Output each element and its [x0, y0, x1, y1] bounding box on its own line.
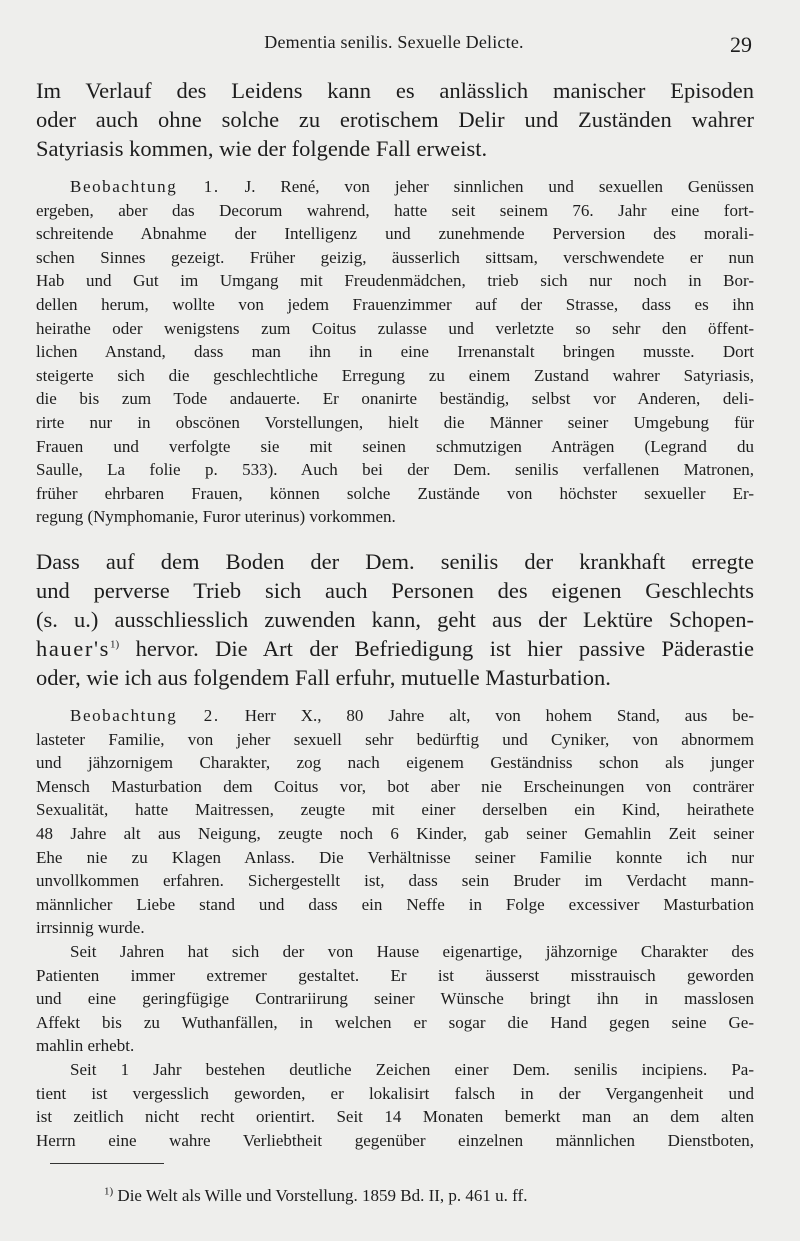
page-number: 29: [730, 32, 752, 57]
text-line: männlicher Liebe stand und dass ein Neffe in Folge excessiver Masturbation: [36, 894, 754, 914]
running-title: Dementia senilis. Sexuelle Delicte.: [264, 32, 524, 52]
text-line: Mensch Masturbation dem Coitus vor, bot aber nie Erscheinungen von conträrer: [36, 776, 754, 796]
text-line: tient ist vergesslich geworden, er lokalisirt falsch in der Vergangenheit und: [36, 1083, 754, 1103]
text-line: 48 Jahre alt aus Neigung, zeugte noch 6 Kinder, gab seiner Gemahlin Zeit seiner: [36, 823, 754, 843]
text-line: Seit 1 Jahr bestehen deutliche Zeichen einer Dem. senilis incipiens. Pa-: [70, 1059, 754, 1079]
text-line: (s. u.) ausschliesslich zuwenden kann, geht aus der Lektüre Schopen-: [36, 607, 754, 632]
footnote-text: Die Welt als Wille und Vorstellung. 1859 Bd. II, p. 461 u. ff.: [117, 1186, 528, 1205]
text-line: ist zeitlich nicht recht orientirt. Seit 14 Monaten bemerkt man an dem alten: [36, 1107, 754, 1127]
text-line: Frauen und verfolgte sie mit seinen schmutzigen Anträgen (Legrand du: [36, 436, 754, 456]
text-line: Sexualität, hatte Maitressen, zeugte mit einer derselben ein Kind, heirathete: [36, 800, 754, 820]
page-header: [36, 32, 752, 58]
text-line: und eine geringfügige Contrariirung seiner Wünsche bringt ihn in masslosen: [36, 989, 754, 1009]
text-line: Seit Jahren hat sich der von Hause eigenartige, jähzornige Charakter des: [70, 941, 754, 961]
text-line: oder auch ohne solche zu erotischem Delir und Zuständen wahrer: [36, 107, 754, 132]
text-line: dellen herum, wollte von jedem Frauenzimmer auf der Strasse, dass es ihn: [36, 294, 754, 314]
footnote-rule: [50, 1163, 164, 1164]
text-line: Patienten immer extremer gestaltet. Er ist äusserst misstrauisch geworden: [36, 965, 754, 985]
text-line: Beobachtung 2. Herr X., 80 Jahre alt, von hohem Stand, aus be-: [70, 706, 754, 725]
text-line: steigerte sich die geschlechtliche Erregung zu einem Zustand wahrer Satyriasis,: [36, 365, 754, 385]
text-line: mahlin erhebt.: [36, 1036, 135, 1056]
text-line: Satyriasis kommen, wie der folgende Fall erweist.: [36, 136, 488, 161]
text-line: und perverse Trieb sich auch Personen des eigenen Geschlechts: [36, 578, 754, 603]
text-line: oder, wie ich aus folgendem Fall erfuhr, mutuelle Masturbation.: [36, 665, 611, 690]
footnote: [104, 1186, 527, 1206]
footnote-marker: 1): [104, 1185, 114, 1198]
observation-1: [36, 175, 754, 529]
footnote-reference[interactable]: 1): [109, 638, 120, 651]
text-line: rirte nur in obscönen Vorstellungen, hielt die Männer seiner Umgebung für: [36, 412, 754, 432]
text-line: ergeben, aber das Decorum wahrend, hatte seit seinem 76. Jahr eine fort-: [36, 200, 754, 220]
text-line: die bis zum Tode andauerte. Er onanirte beständig, selbst vor Anderen, deli-: [36, 389, 754, 409]
intro-paragraph: [36, 76, 754, 163]
text-line: lichen Anstand, dass man ihn in eine Irrenanstalt bringen musste. Dort: [36, 342, 754, 362]
text-line: Herrn eine wahre Verliebtheit gegenüber einzelnen männlichen Dienstboten,: [36, 1130, 754, 1150]
text-line: Dass auf dem Boden der Dem. senilis der krankhaft erregte: [36, 549, 754, 574]
main-paragraph: [36, 547, 754, 692]
text-line: $hauer's^{1)}$ hervor. Die Art der Befriedigung ist hier passive Päderastie: [36, 636, 754, 661]
text-line: Ehe nie zu Klagen Anlass. Die Verhältnisse seiner Familie konnte ich nur: [36, 847, 754, 867]
text-line: unvollkommen erfahren. Sichergestellt ist, dass sein Bruder im Verdacht mann-: [36, 871, 754, 891]
text-line: regung (Nymphomanie, Furor uterinus) vorkommen.: [36, 507, 396, 527]
text-line: schreitende Abnahme der Intelligenz und zunehmende Perversion des morali-: [36, 224, 754, 244]
text-line: lasteter Familie, von jeher sexuell sehr bedürftig und Cyniker, von abnormem: [36, 729, 754, 749]
observation-label: Beobachtung 2.: [70, 706, 220, 725]
text-line: heirathe oder wenigstens zum Coitus zulasse und verletzte so sehr den öffent-: [36, 318, 754, 338]
text-line: schen Sinnes gezeigt. Früher geizig, äusserlich sittsam, verschwendete er nun: [36, 247, 754, 267]
text-line: Affekt bis zu Wuthanfällen, in welchen er sogar die Hand gegen seine Ge-: [36, 1012, 754, 1032]
text-line: Beobachtung 1. J. René, von jeher sinnlichen und sexuellen Genüssen: [70, 177, 754, 196]
observation-label: Beobachtung 1.: [70, 177, 220, 196]
text-line: früher ehrbaren Frauen, können solche Zustände von höchster sexueller Er-: [36, 483, 754, 503]
text-line: Im Verlauf des Leidens kann es anlässlich manischer Episoden: [36, 78, 754, 103]
text-line: und jähzornigem Charakter, zog nach eigenem Geständniss schon als junger: [36, 753, 754, 773]
text-line: irrsinnig wurde.: [36, 918, 145, 938]
observation-2: [36, 704, 754, 1152]
text-line: Saulle, La folie p. 533). Auch bei der Dem. senilis verfallenen Matronen,: [36, 460, 754, 480]
text-line: Hab und Gut im Umgang mit Freudenmädchen, trieb sich nur noch in Bor-: [36, 271, 754, 291]
